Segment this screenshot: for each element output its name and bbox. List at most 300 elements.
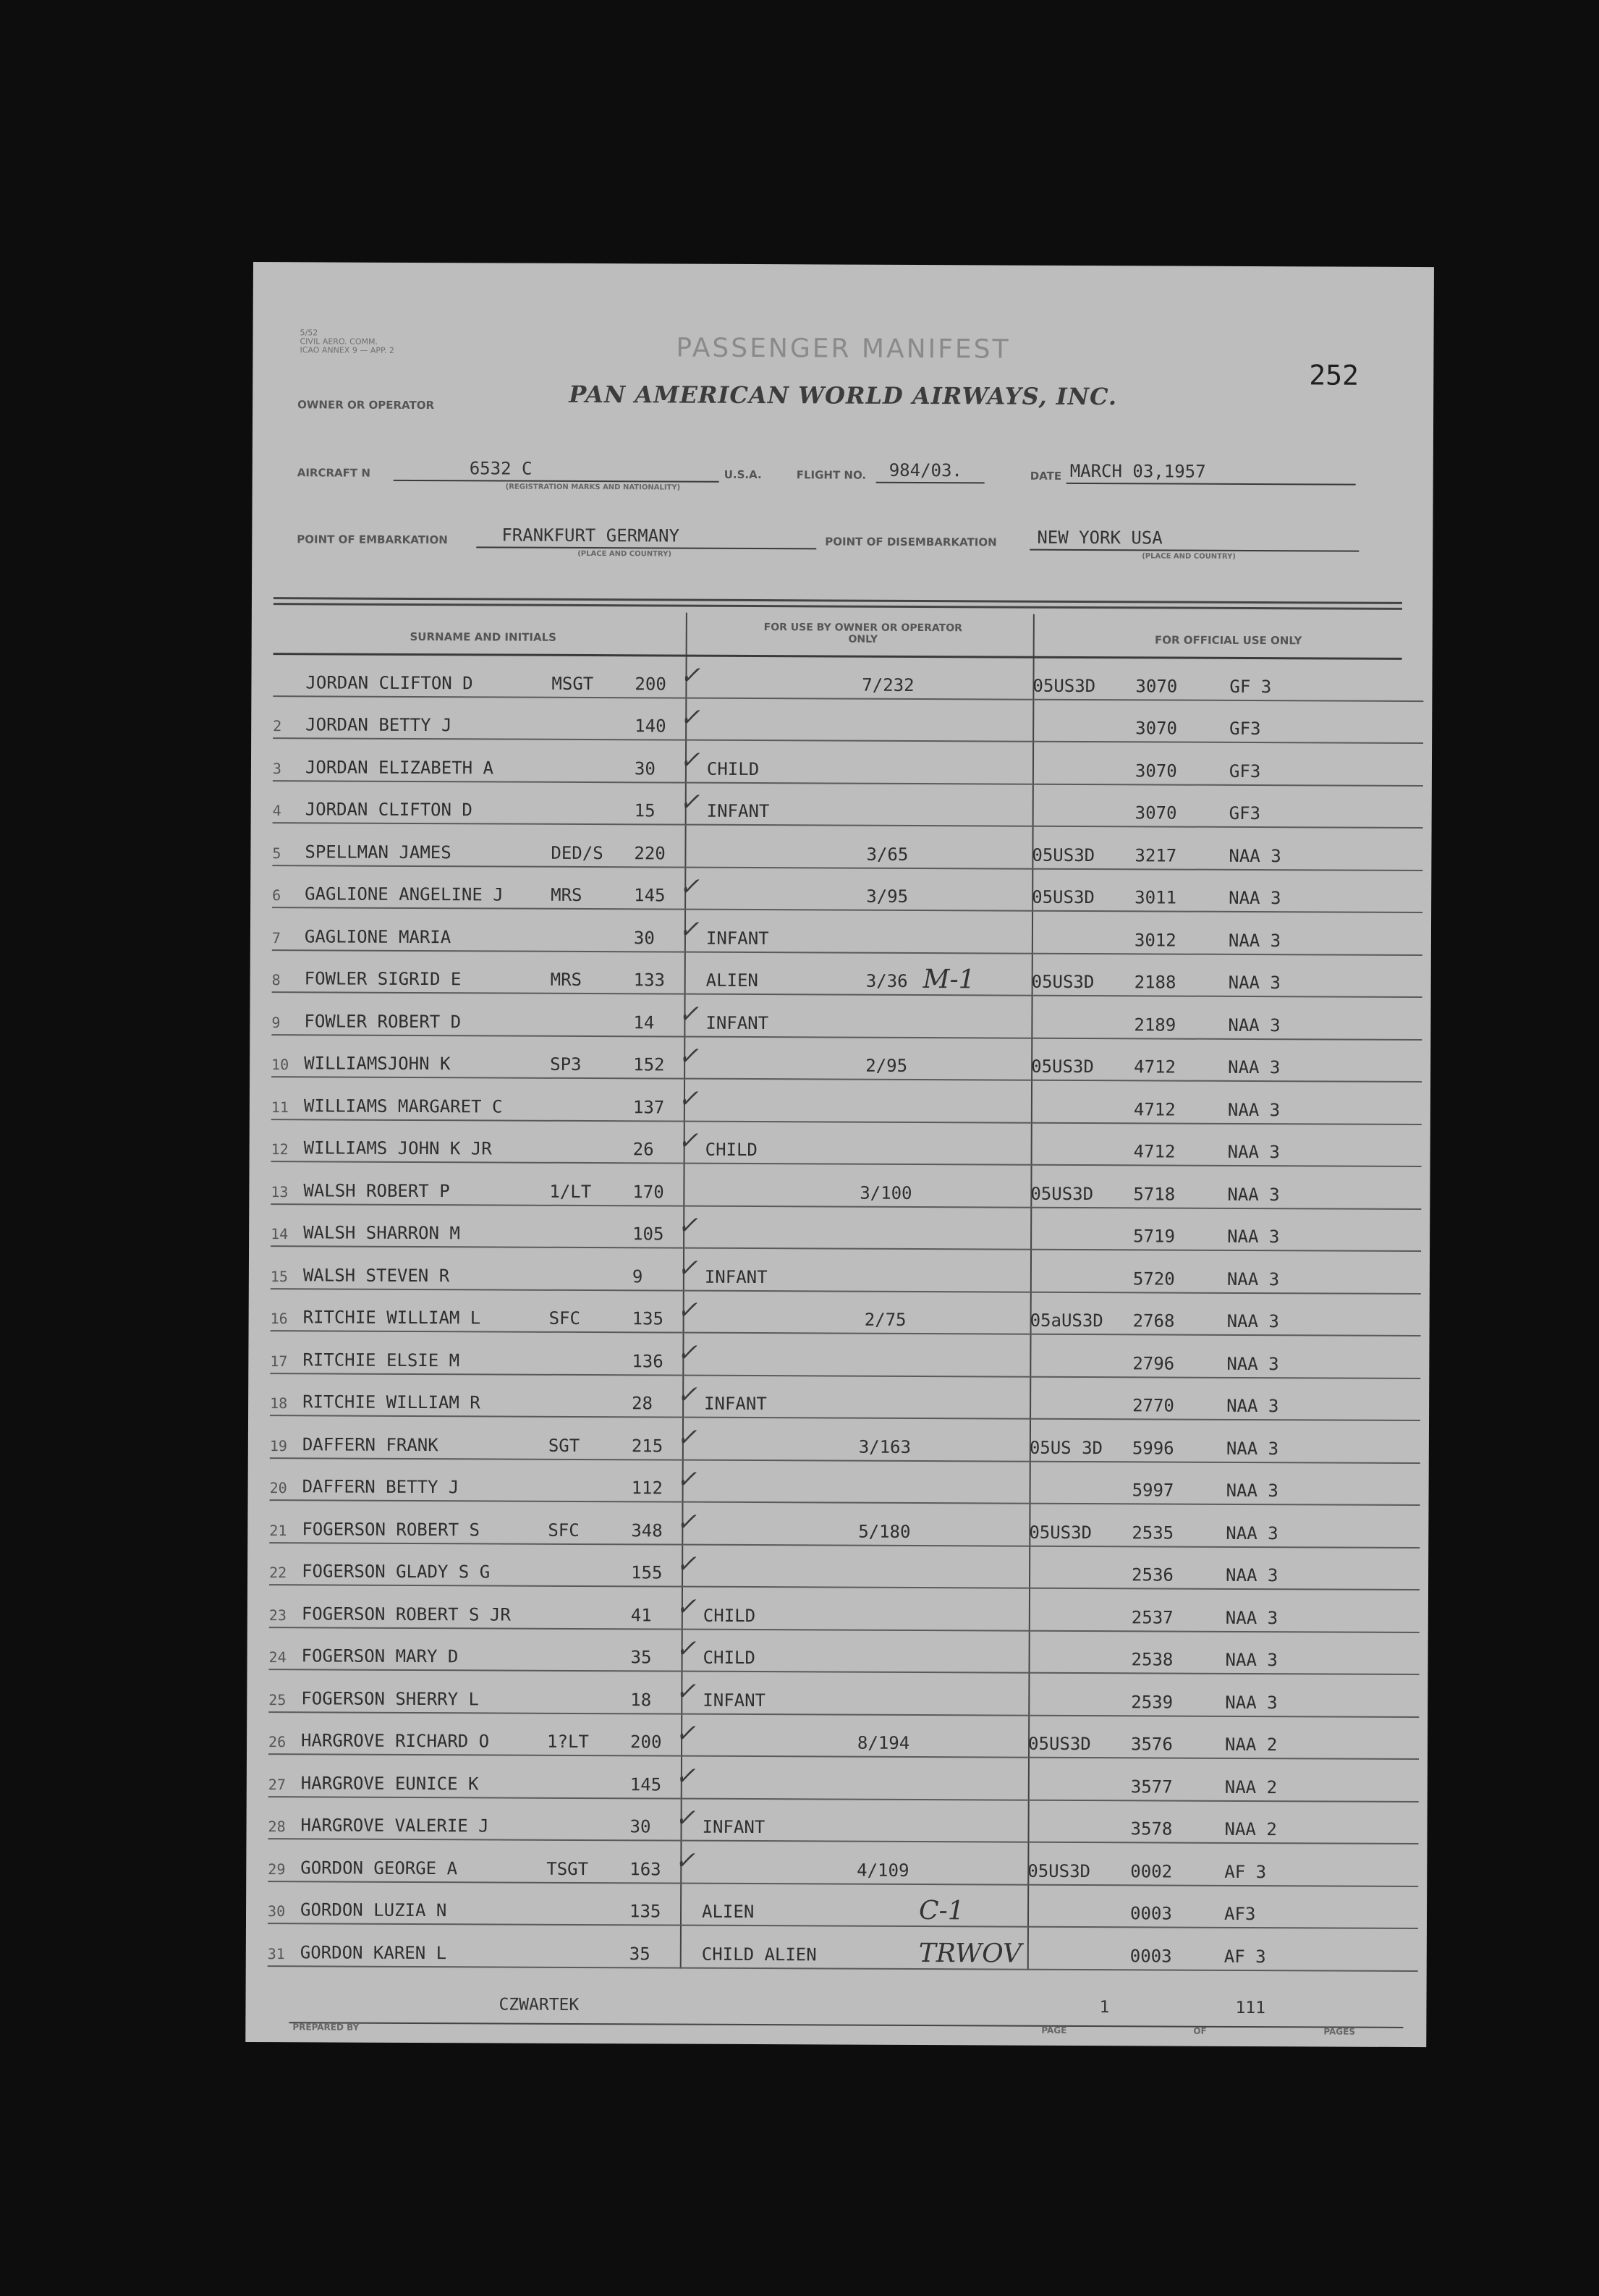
prepared-by-name: CZWARTEK <box>499 1995 580 2015</box>
official-number: 3576 <box>1131 1734 1173 1755</box>
passenger-weight: 163 <box>629 1858 661 1879</box>
passenger-title: TSGT <box>546 1858 589 1879</box>
form-ref-line: CIVIL AERO. COMM. <box>300 336 378 347</box>
passenger-title: MRS <box>550 969 582 990</box>
table-row <box>271 1077 1422 1124</box>
table-row <box>271 993 1422 1040</box>
passenger-name: RITCHIE ELSIE M <box>302 1349 460 1371</box>
table-row <box>269 1543 1420 1590</box>
row-number: 28 <box>268 1818 286 1836</box>
passenger-weight: 170 <box>632 1181 664 1202</box>
official-code: 05aUS3D <box>1030 1310 1103 1331</box>
official-number: 2536 <box>1132 1564 1174 1585</box>
official-class: NAA 3 <box>1226 1564 1278 1586</box>
table-row <box>271 1205 1421 1252</box>
passenger-name: WILLIAMSJOHN K <box>304 1053 451 1075</box>
table-row <box>272 866 1422 913</box>
official-class: NAA 2 <box>1224 1776 1278 1797</box>
page-total: 111 <box>1235 1998 1266 2018</box>
passenger-name: GORDON GEORGE A <box>300 1857 458 1878</box>
official-class: NAA 3 <box>1225 1692 1278 1713</box>
passenger-title: SP3 <box>550 1054 582 1075</box>
form-ref-line: ICAO ANNEX 9 — APP. 2 <box>300 345 394 355</box>
check-mark: ✓ <box>679 703 700 732</box>
official-class: GF3 <box>1229 761 1261 781</box>
passenger-weight: 30 <box>634 758 656 779</box>
official-class: NAA 3 <box>1226 1268 1280 1289</box>
owner-notation: 3/95 <box>866 886 909 907</box>
table-row <box>268 1882 1418 1929</box>
official-number: 0003 <box>1129 1903 1172 1924</box>
passenger-name: FOGERSON MARY D <box>301 1645 459 1667</box>
owner-notation <box>775 1795 992 1796</box>
check-mark: ✓ <box>676 1507 697 1537</box>
passenger-name: RITCHIE WILLIAM R <box>302 1391 480 1413</box>
passenger-name: GAGLIONE ANGELINE J <box>305 884 504 905</box>
official-class: NAA 3 <box>1226 1353 1279 1374</box>
check-mark: ✓ <box>679 787 700 817</box>
owner-notation: 3/100 <box>860 1182 912 1203</box>
official-class: NAA 3 <box>1225 1649 1278 1671</box>
passenger-name: HARGROVE EUNICE K <box>300 1772 479 1794</box>
passenger-weight: 35 <box>630 1647 652 1668</box>
row-number: 16 <box>270 1310 288 1328</box>
disembarkation-label: POINT OF DISEMBARKATION <box>825 535 997 549</box>
row-number: 27 <box>268 1775 286 1793</box>
official-class: AF3 <box>1223 1903 1256 1925</box>
passenger-weight: 30 <box>633 927 655 948</box>
row-number: 26 <box>268 1733 287 1751</box>
check-mark: ✓ <box>679 872 700 902</box>
owner-notation <box>779 779 996 780</box>
page-current: 1 <box>1099 1998 1110 2017</box>
official-class: NAA 3 <box>1226 1310 1279 1332</box>
passenger-weight: 30 <box>629 1816 651 1837</box>
official-class: NAA 3 <box>1229 845 1281 866</box>
row-number: 22 <box>269 1564 287 1582</box>
embarkation-label: POINT OF EMBARKATION <box>297 533 448 547</box>
passenger-type: CHILD <box>703 1605 756 1626</box>
passenger-weight: 145 <box>634 885 666 906</box>
official-class: NAA 3 <box>1229 887 1281 909</box>
table-row <box>273 697 1423 744</box>
row-number: 10 <box>271 1056 289 1074</box>
table-row <box>268 1924 1418 1971</box>
owner-notation <box>778 1033 995 1034</box>
official-code: 05US3D <box>1030 1183 1094 1204</box>
official-number: 4712 <box>1133 1098 1176 1120</box>
check-mark: ✓ <box>679 661 701 690</box>
owner-notation <box>775 1837 992 1838</box>
manifest-sheet <box>245 262 1434 2047</box>
passenger-type: CHILD <box>703 1647 755 1669</box>
row-number: 6 <box>272 886 281 905</box>
row-number: 20 <box>269 1479 287 1497</box>
table-row <box>269 1501 1420 1548</box>
row-number: 14 <box>271 1225 289 1243</box>
passenger-type: INFANT <box>702 1816 765 1838</box>
prepared-by-label: PREPARED BY <box>292 2022 360 2033</box>
passenger-weight: 41 <box>630 1604 652 1625</box>
owner-notation: 5/180 <box>858 1521 911 1542</box>
form-ref-line: 5/52 <box>300 328 318 338</box>
official-code: 05US3D <box>1032 844 1095 865</box>
table-row <box>270 1374 1420 1421</box>
official-number: 2189 <box>1134 1014 1176 1035</box>
official-code: 05US 3D <box>1029 1437 1103 1458</box>
official-class: NAA 3 <box>1226 1438 1279 1459</box>
owner-column-header: FOR USE BY OWNER OR OPERATOR ONLY <box>763 622 962 645</box>
check-mark: ✓ <box>674 1761 696 1791</box>
row-number: 2 <box>273 717 282 735</box>
passenger-name: DAFFERN BETTY J <box>302 1476 459 1498</box>
row-number: 19 <box>269 1436 288 1454</box>
table-row <box>269 1628 1420 1675</box>
table-row <box>273 654 1423 701</box>
owner-label: OWNER OR OPERATOR <box>297 398 435 412</box>
passenger-name: JORDAN BETTY J <box>305 714 452 736</box>
check-mark: ✓ <box>674 1803 696 1833</box>
place-caption: (PLACE AND COUNTRY) <box>577 549 671 559</box>
official-number: 2188 <box>1134 972 1176 993</box>
official-class: NAA 3 <box>1227 1226 1280 1247</box>
official-code: 05US3D <box>1029 1522 1093 1543</box>
owner-notation: 4/109 <box>857 1860 909 1881</box>
official-number: 0002 <box>1130 1860 1173 1882</box>
passenger-title: MRS <box>551 884 582 905</box>
table-row <box>273 739 1423 786</box>
passenger-type: CHILD <box>705 1139 758 1161</box>
passenger-type: CHILD <box>706 758 760 779</box>
passenger-weight: 105 <box>632 1224 664 1245</box>
passenger-type: INFANT <box>704 1393 767 1415</box>
passenger-weight: 140 <box>635 716 666 737</box>
disembarkation-place: NEW YORK USA <box>1037 527 1163 548</box>
row-number: 13 <box>271 1182 289 1200</box>
check-mark: ✓ <box>675 1677 696 1706</box>
passenger-name: JORDAN CLIFTON D <box>305 672 473 693</box>
passenger-weight: 220 <box>634 842 666 863</box>
official-class: NAA 3 <box>1227 1141 1280 1163</box>
official-number: 5997 <box>1132 1480 1174 1501</box>
check-mark: ✓ <box>676 1423 697 1452</box>
table-row <box>270 1331 1420 1378</box>
passenger-name: WALSH SHARRON M <box>303 1222 460 1244</box>
table-row <box>271 1120 1422 1167</box>
owner-notation <box>779 821 996 822</box>
passenger-name: WALSH STEVEN R <box>302 1264 450 1286</box>
passenger-name: FOGERSON GLADY S G <box>302 1561 491 1583</box>
of-label: OF <box>1193 2025 1207 2036</box>
table-row <box>268 1839 1418 1886</box>
official-class: AF 3 <box>1224 1861 1267 1882</box>
passenger-weight: 152 <box>633 1054 665 1075</box>
row-number: 12 <box>271 1140 289 1158</box>
owner-notation <box>776 1414 993 1415</box>
official-number: 3011 <box>1134 887 1177 908</box>
passenger-title: DED/S <box>551 842 603 863</box>
passenger-title: SGT <box>548 1435 580 1456</box>
aircraft-number: 6532 C <box>469 458 533 479</box>
check-mark: ✓ <box>676 1253 698 1283</box>
owner-notation <box>778 1160 995 1161</box>
passenger-name: FOGERSON ROBERT S JR <box>301 1603 511 1625</box>
owner-notation <box>777 1287 994 1288</box>
passenger-weight: 348 <box>631 1520 663 1541</box>
official-number: 2535 <box>1132 1522 1174 1543</box>
check-mark: ✓ <box>677 1126 699 1156</box>
owner-notation: 2/75 <box>864 1309 907 1330</box>
airline-name: PAN AMERICAN WORLD AIRWAYS, INC. <box>569 380 1118 411</box>
table-row <box>271 1035 1422 1083</box>
passenger-name: FOGERSON SHERRY L <box>301 1687 480 1709</box>
official-class: NAA 3 <box>1228 1014 1281 1035</box>
surname-column-header: SURNAME AND INITIALS <box>410 630 556 644</box>
official-number: 4712 <box>1133 1141 1176 1162</box>
passenger-title: MSGT <box>551 673 594 694</box>
row-number: 15 <box>270 1267 289 1285</box>
official-class: GF 3 <box>1229 676 1272 697</box>
official-number: 2770 <box>1132 1395 1174 1416</box>
passenger-weight: 145 <box>629 1774 662 1795</box>
passenger-type: INFANT <box>703 1690 766 1711</box>
table-row <box>271 1247 1421 1294</box>
official-class: AF 3 <box>1223 1946 1266 1967</box>
passenger-name: HARGROVE VALERIE J <box>300 1815 489 1837</box>
official-class: NAA 3 <box>1227 1184 1280 1205</box>
passenger-weight: 200 <box>635 673 666 694</box>
check-mark: ✓ <box>677 1211 698 1240</box>
owner-notation <box>778 1118 995 1119</box>
page-number: 252 <box>1309 359 1360 391</box>
official-number: 3070 <box>1134 802 1177 823</box>
check-mark: ✓ <box>676 1549 697 1579</box>
official-class: NAA 3 <box>1225 1607 1278 1628</box>
official-number: 3070 <box>1135 718 1178 739</box>
passenger-weight: 215 <box>631 1435 663 1456</box>
footer-rule <box>289 2022 1403 2028</box>
official-number: 2539 <box>1131 1691 1174 1713</box>
official-number: 3217 <box>1134 844 1177 866</box>
row-number: 30 <box>268 1902 286 1920</box>
official-class: NAA 2 <box>1224 1818 1277 1840</box>
official-code: 05US3D <box>1031 1056 1094 1077</box>
official-number: 2538 <box>1131 1649 1174 1670</box>
row-number: 9 <box>271 1013 281 1031</box>
owner-notation: 3/65 <box>866 844 909 865</box>
official-class: NAA 3 <box>1227 1099 1281 1120</box>
check-mark: ✓ <box>674 1846 695 1876</box>
table-row <box>268 1755 1419 1802</box>
row-number: 29 <box>268 1860 286 1878</box>
manifest-title: PASSENGER MANIFEST <box>676 333 1011 365</box>
row-number: 18 <box>270 1394 288 1412</box>
official-number: 5719 <box>1133 1226 1175 1247</box>
passenger-weight: 137 <box>632 1096 665 1117</box>
official-class: NAA 3 <box>1226 1522 1278 1543</box>
official-column-header: FOR OFFICIAL USE ONLY <box>1154 633 1302 648</box>
official-code: 05US3D <box>1032 675 1096 696</box>
check-mark: ✓ <box>675 1592 697 1622</box>
official-class: GF3 <box>1229 802 1261 824</box>
table-row <box>270 1459 1420 1506</box>
row-number: 31 <box>267 1944 285 1962</box>
row-number: 23 <box>268 1606 287 1624</box>
row-number: 8 <box>271 971 281 989</box>
passenger-name: JORDAN CLIFTON D <box>305 799 472 821</box>
passenger-name: WILLIAMS JOHN K JR <box>303 1138 492 1159</box>
passenger-weight: 135 <box>629 1901 661 1922</box>
passenger-title: 1?LT <box>547 1731 589 1753</box>
owner-notation: 2/95 <box>865 1055 908 1076</box>
check-mark: ✓ <box>677 1084 699 1114</box>
official-number: 2768 <box>1132 1310 1175 1331</box>
row-number: 17 <box>270 1352 288 1370</box>
owner-notation <box>776 1668 993 1669</box>
passenger-weight: 35 <box>629 1943 650 1964</box>
owner-notation: 8/194 <box>857 1732 910 1753</box>
official-code: 05US3D <box>1027 1860 1091 1881</box>
passenger-type: INFANT <box>705 928 769 949</box>
passenger-weight: 14 <box>633 1012 655 1033</box>
check-mark: ✓ <box>678 999 700 1029</box>
passenger-type: ALIEN <box>701 1901 755 1923</box>
passenger-weight: 135 <box>632 1308 664 1329</box>
official-number: 5996 <box>1132 1437 1174 1459</box>
row-number: 3 <box>272 759 282 777</box>
check-mark: ✓ <box>678 915 700 944</box>
passenger-title: SFC <box>548 1308 581 1329</box>
pages-label: PAGES <box>1323 2026 1356 2037</box>
table-row <box>268 1670 1419 1717</box>
registration-caption: (REGISTRATION MARKS AND NATIONALITY) <box>505 483 681 492</box>
handwritten-note: M-1 <box>922 965 975 995</box>
check-mark: ✓ <box>676 1338 698 1368</box>
table-row <box>272 908 1422 955</box>
usa-label: U.S.A. <box>724 467 762 482</box>
handwritten-note: C-1 <box>918 1896 964 1926</box>
row-number: 24 <box>268 1648 287 1666</box>
passenger-weight: 136 <box>632 1350 663 1371</box>
owner-notation <box>776 1372 993 1373</box>
passenger-title: SFC <box>548 1520 580 1541</box>
passenger-name: GORDON KAREN L <box>300 1941 447 1963</box>
table-row <box>270 1416 1420 1463</box>
row-number: 4 <box>272 802 281 820</box>
official-code: 05US3D <box>1032 886 1095 908</box>
table-top-rule <box>273 597 1402 610</box>
official-number: 3070 <box>1135 675 1178 697</box>
row-number: 21 <box>269 1521 287 1539</box>
official-number: 3577 <box>1130 1776 1173 1797</box>
passenger-weight: 200 <box>630 1732 662 1753</box>
table-row <box>272 951 1422 998</box>
date-label: DATE <box>1030 469 1062 483</box>
aircraft-label: AIRCRAFT N <box>297 466 370 480</box>
owner-notation: 3/36 <box>865 970 908 991</box>
passenger-name: WALSH ROBERT P <box>303 1179 450 1201</box>
owner-notation <box>776 1583 993 1584</box>
passenger-weight: 26 <box>632 1139 654 1160</box>
passenger-type: INFANT <box>706 800 770 822</box>
owner-notation: 7/232 <box>862 674 915 695</box>
official-number: 4712 <box>1134 1056 1176 1077</box>
check-mark: ✓ <box>678 1041 699 1071</box>
passenger-name: JORDAN ELIZABETH A <box>305 756 494 778</box>
passenger-name: GAGLIONE MARIA <box>304 925 451 947</box>
passenger-weight: 112 <box>631 1478 663 1499</box>
check-mark: ✓ <box>675 1719 696 1748</box>
table-row <box>273 781 1423 829</box>
passenger-weight: 9 <box>632 1266 643 1287</box>
place-caption: (PLACE AND COUNTRY) <box>1142 552 1236 561</box>
check-mark: ✓ <box>679 745 700 775</box>
row-number: 11 <box>271 1098 289 1116</box>
page-label: PAGE <box>1041 2025 1067 2036</box>
table-row <box>271 1289 1421 1336</box>
flight-label: FLIGHT NO. <box>796 468 867 482</box>
row-number: 5 <box>272 844 281 862</box>
official-number: 2537 <box>1131 1606 1174 1628</box>
official-class: NAA 3 <box>1226 1480 1278 1501</box>
passenger-name: WILLIAMS MARGARET C <box>303 1095 503 1117</box>
handwritten-note: TRWOV <box>918 1938 1022 1969</box>
passenger-weight: 155 <box>631 1562 663 1583</box>
table-row <box>268 1713 1419 1760</box>
passenger-name: HARGROVE RICHARD O <box>301 1730 490 1752</box>
official-class: NAA 3 <box>1228 930 1281 951</box>
passenger-name: FOGERSON ROBERT S <box>302 1518 480 1540</box>
passenger-name: FOWLER SIGRID E <box>304 968 462 990</box>
passenger-name: DAFFERN FRANK <box>302 1433 438 1455</box>
official-class: GF3 <box>1229 718 1261 740</box>
table-row <box>268 1797 1418 1844</box>
official-class: NAA 3 <box>1228 972 1281 994</box>
official-number: 3070 <box>1134 760 1177 781</box>
official-number: 3012 <box>1134 929 1176 951</box>
check-mark: ✓ <box>676 1465 697 1494</box>
official-class: NAA 2 <box>1225 1734 1278 1755</box>
passenger-type: INFANT <box>704 1266 768 1287</box>
check-mark: ✓ <box>675 1634 697 1664</box>
passenger-weight: 18 <box>630 1689 652 1710</box>
passenger-type: CHILD ALIEN <box>701 1944 817 1965</box>
official-number: 0003 <box>1129 1945 1172 1967</box>
flight-date: MARCH 03,1957 <box>1069 460 1206 482</box>
official-number: 2796 <box>1132 1352 1175 1374</box>
official-code: 05US3D <box>1028 1733 1091 1755</box>
passenger-type: INFANT <box>705 1012 769 1033</box>
passenger-weight: 28 <box>632 1393 653 1414</box>
passenger-weight: 133 <box>633 970 666 991</box>
flight-number: 984/03. <box>888 459 962 481</box>
owner-notation <box>776 1626 993 1627</box>
official-code: 05US3D <box>1031 971 1095 993</box>
official-number: 5720 <box>1132 1268 1175 1289</box>
passenger-title: 1/LT <box>549 1181 592 1202</box>
passenger-name: SPELLMAN JAMES <box>305 841 451 863</box>
table-row <box>272 823 1422 870</box>
check-mark: ✓ <box>676 1380 697 1410</box>
owner-notation: 3/163 <box>858 1436 912 1457</box>
passenger-name: RITCHIE WILLIAM L <box>302 1307 481 1329</box>
table-row <box>271 1162 1421 1209</box>
row-number: 7 <box>271 928 281 946</box>
official-number: 5718 <box>1133 1183 1176 1205</box>
check-mark: ✓ <box>676 1295 698 1325</box>
passenger-name: GORDON LUZIA N <box>300 1899 447 1921</box>
table-row <box>269 1585 1420 1632</box>
